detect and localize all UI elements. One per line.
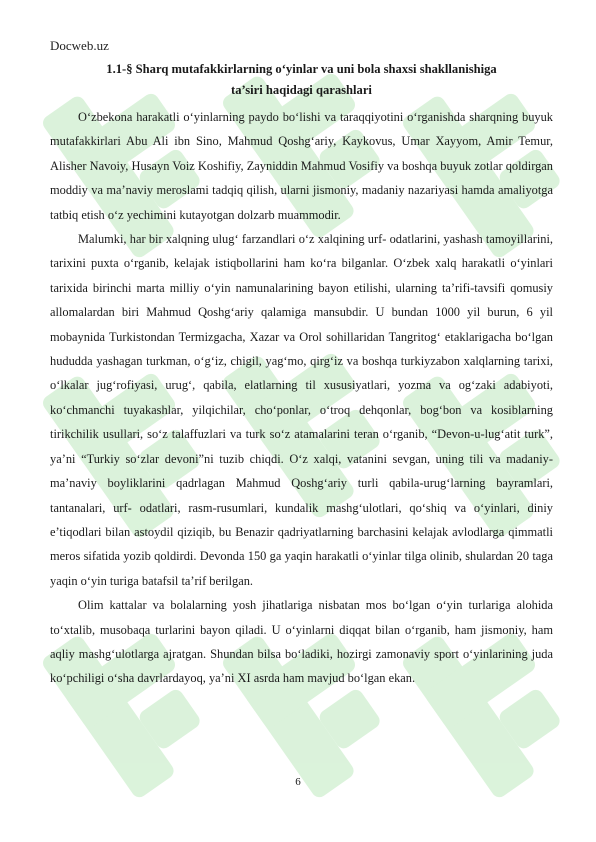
section-title-line-1: 1.1-§ Sharq mutafakkirlarning o‘yinlar va uni bola shaxsi shakllanishiga xyxy=(106,62,497,76)
paragraph: Malumki, har bir xalqning ulug‘ farzandlari o‘z xalqining urf- odatlarini, yashash tamoyillarini, tarixini puxta o‘rganib, kelajak istiqbollarini ham ko‘ra bilganlar. O‘zbek xalq harakatli o‘yinlari tarixida birinchi marta milliy o‘yin namunalarining bayon etilishi, ularning ta’rifi-tavsifi qomusiy allomalardan biri Mahmud Qoshg‘ariy qalamiga mansubdir. U bundan 1000 yil burun, 6 yil mobaynida Turkistondan Termizgacha, Xazar va Orol sohillaridan Tangritog‘ etaklarigacha bo‘lgan hududda yashagan turkman, o‘g‘iz, chigil, yag‘mo, qirg‘iz va boshqa turkiyzabon xalqlarning tarixi, o‘lkalar jug‘rofiyasi, urug‘, qabila, elatlarning til xususiyatlari, yozma va og‘zaki adabiyoti, ko‘chmanchi tuyakashlar, yilqichilar, cho‘ponlar, o‘troq dehqonlar, bog‘bon va kosiblarning tirikchilik usullari, so‘z talaffuzlari va turk so‘z atamalarini teran o‘rganib, “Devon-u-lug‘atit turk”, ya’ni “Turkiy so‘zlar devoni”ni tuzib chiqdi. O‘z xalqi, vatanini sevgan, uning tili va madaniy-ma’naviy boyliklarini qadrlagan Mahmud Qoshg‘ariy turli qabila-urug‘larning bayramlari, tantanalari, urf- odatlari, rasm-rusumlari, kundalik mashg‘ulotlari, qo‘shiq va o‘yinlari, diniy e’tiqodlari bilan astoydil qiziqib, bu Benazir qadriyatlarning barchasini kelajak avlodlarga qimmatli meros sifatida yozib qoldirdi. Devonda 150 ga yaqin harakatli o‘yinlar tilga olinib, shulardan 20 taga yaqin o‘yin turiga batafsil ta’rif berilgan. xyxy=(50,232,553,588)
section-title-line-2: ta’siri haqidagi qarashlari xyxy=(231,83,372,97)
paragraph: Olim kattalar va bolalarning yosh jihatlariga nisbatan mos bo‘lgan o‘yin turlariga alohida to‘xtalib, musobaqa turlarini bayon qiladi. U o‘yinlarni diqqat bilan o‘rganib, ham jismoniy, ham aqliy mashg‘ulotlarga ajratgan. Shundan bilsa bo‘ladiki, hozirgi zamonaviy sport o‘yinlarining juda ko‘pchiligi o‘sha davrlardayoq, ya’ni XI asrda ham mavjud bo‘lgan ekan. xyxy=(50,598,553,686)
paragraph: O‘zbekona harakatli o‘yinlarning paydo bo‘lishi va taraqqiyotini o‘rganishda sharqning buyuk mutafakkirlari Abu Ali ibn Sino, Mahmud Qoshg‘ariy, Kaykovus, Umar Xayyom, Amir Temur, Alisher Navoiy, Husayn Voiz Koshifiy, Zayniddin Mahmud Vosifiy va boshqa buyuk zotlar qoldirgan moddiy va ma’naviy meroslami tadqiq qilish, ularni jismoniy, madaniy nazariyasi hamda amaliyotga tatbiq etish o‘z yechimini kutayotgan dolzarb muammodir. xyxy=(50,110,553,222)
document-body xyxy=(50,105,553,691)
site-name: Docweb.uz xyxy=(50,38,109,53)
page-number: 6 xyxy=(295,776,301,788)
section-title xyxy=(50,59,553,101)
